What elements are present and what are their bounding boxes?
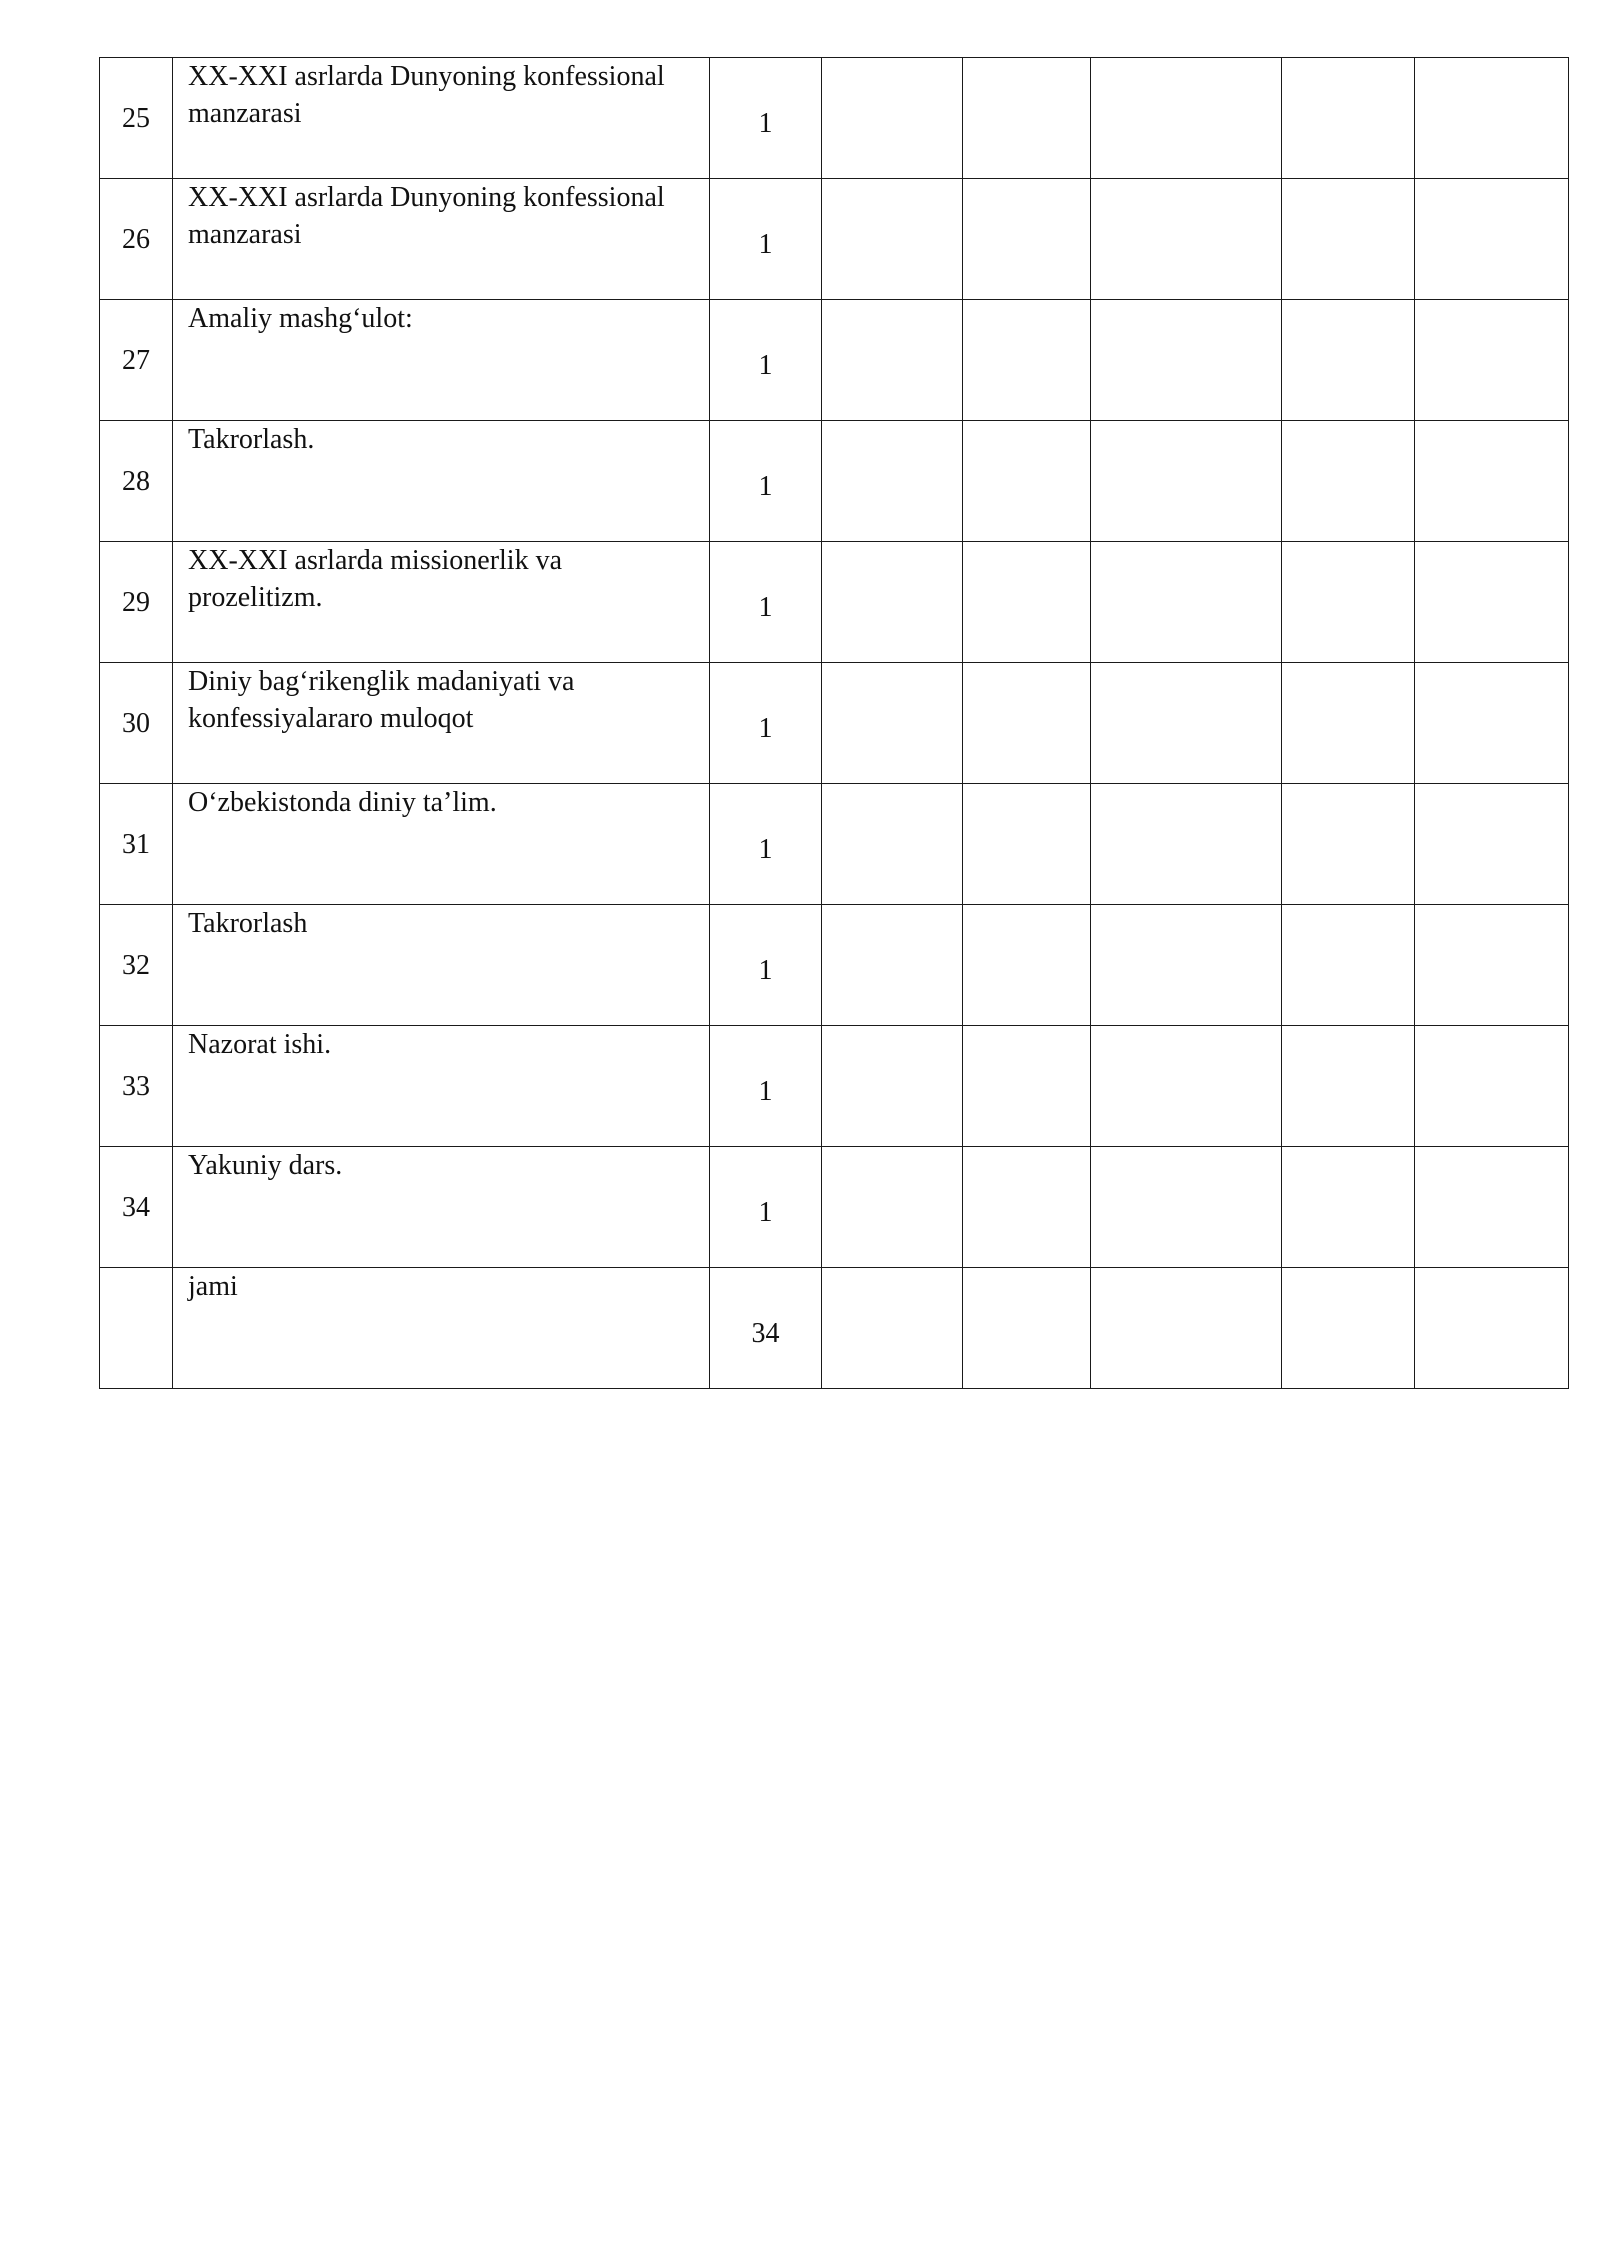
table-row xyxy=(100,1147,1569,1268)
lesson-hours xyxy=(710,542,822,663)
lesson-number: 29 xyxy=(100,542,173,663)
empty-cell xyxy=(1282,1026,1415,1147)
lesson-hours xyxy=(710,784,822,905)
empty-cell xyxy=(963,58,1091,179)
empty-cell xyxy=(1282,663,1415,784)
lesson-hours-value: 1 xyxy=(758,1196,773,1228)
empty-cell xyxy=(1091,1147,1282,1268)
empty-cell xyxy=(963,1026,1091,1147)
empty-cell xyxy=(1282,784,1415,905)
empty-cell xyxy=(1415,300,1569,421)
empty-cell xyxy=(1415,905,1569,1026)
total-row xyxy=(100,1268,1569,1389)
lesson-number: 25 xyxy=(100,58,173,179)
empty-cell xyxy=(1282,542,1415,663)
empty-cell xyxy=(1091,58,1282,179)
lesson-hours xyxy=(710,58,822,179)
empty-cell xyxy=(1415,179,1569,300)
empty-cell xyxy=(822,179,963,300)
lesson-topic-text: O‘zbekistonda diniy ta’lim. xyxy=(188,787,497,818)
lesson-hours xyxy=(710,179,822,300)
lesson-number: 30 xyxy=(100,663,173,784)
empty-cell xyxy=(1415,542,1569,663)
empty-cell xyxy=(1415,1268,1569,1389)
empty-cell xyxy=(963,421,1091,542)
lesson-hours xyxy=(710,1147,822,1268)
lesson-hours xyxy=(710,300,822,421)
empty-cell xyxy=(1415,1026,1569,1147)
empty-cell xyxy=(1091,300,1282,421)
table-row xyxy=(100,300,1569,421)
empty-cell xyxy=(822,542,963,663)
lesson-topic-text: XX-XXI asrlarda missionerlik va prozelitizm. xyxy=(188,545,563,613)
lesson-topic-text: Amaliy mashg‘ulot: xyxy=(188,303,413,334)
lesson-hours-value: 1 xyxy=(758,470,773,502)
empty-cell xyxy=(1282,421,1415,542)
empty-cell xyxy=(822,1026,963,1147)
empty-cell xyxy=(1282,1268,1415,1389)
empty-cell xyxy=(1091,784,1282,905)
table-row xyxy=(100,58,1569,179)
lesson-number: 31 xyxy=(100,784,173,905)
lesson-hours-value: 1 xyxy=(758,833,773,865)
lesson-topic-text: Takrorlash. xyxy=(188,424,315,455)
lesson-hours xyxy=(710,905,822,1026)
lesson-topic xyxy=(173,421,710,542)
lesson-plan-table xyxy=(99,57,1569,1389)
lesson-number: 33 xyxy=(100,1026,173,1147)
lesson-hours xyxy=(710,1026,822,1147)
empty-cell xyxy=(1282,1147,1415,1268)
lesson-hours-value: 1 xyxy=(758,228,773,260)
lesson-hours-value: 1 xyxy=(758,712,773,744)
lesson-topic-text: Diniy bag‘rikenglik madaniyati va konfessiyalararo muloqot xyxy=(188,666,575,734)
lesson-topic-text: Takrorlash xyxy=(188,908,308,939)
lesson-topic-text: Nazorat ishi. xyxy=(188,1029,332,1060)
empty-cell xyxy=(1282,179,1415,300)
lesson-topic xyxy=(173,663,710,784)
empty-cell xyxy=(822,1268,963,1389)
empty-cell xyxy=(963,1147,1091,1268)
lesson-hours-value: 1 xyxy=(758,349,773,381)
empty-cell xyxy=(822,300,963,421)
lesson-topic xyxy=(173,1147,710,1268)
lesson-topic xyxy=(173,1026,710,1147)
empty-cell xyxy=(1415,784,1569,905)
table-row xyxy=(100,542,1569,663)
lesson-topic-text: XX-XXI asrlarda Dunyoning konfessional manzarasi xyxy=(188,61,665,129)
empty-cell xyxy=(1415,421,1569,542)
empty-cell xyxy=(963,784,1091,905)
table-row xyxy=(100,905,1569,1026)
lesson-topic xyxy=(173,58,710,179)
lesson-number: 28 xyxy=(100,421,173,542)
total-hours-value: 34 xyxy=(751,1317,780,1349)
total-number xyxy=(100,1268,173,1389)
empty-cell xyxy=(822,905,963,1026)
empty-cell xyxy=(1415,1147,1569,1268)
empty-cell xyxy=(1282,58,1415,179)
empty-cell xyxy=(963,1268,1091,1389)
empty-cell xyxy=(963,663,1091,784)
lesson-topic-text: XX-XXI asrlarda Dunyoning konfessional manzarasi xyxy=(188,182,665,250)
empty-cell xyxy=(963,179,1091,300)
lesson-topic xyxy=(173,784,710,905)
empty-cell xyxy=(963,905,1091,1026)
lesson-hours xyxy=(710,421,822,542)
lesson-hours-value: 1 xyxy=(758,1075,773,1107)
total-label-cell xyxy=(173,1268,710,1389)
lesson-hours-value: 1 xyxy=(758,954,773,986)
total-label: jami xyxy=(188,1271,238,1302)
lesson-hours-value: 1 xyxy=(758,107,773,139)
empty-cell xyxy=(1091,542,1282,663)
empty-cell xyxy=(963,300,1091,421)
empty-cell xyxy=(1282,905,1415,1026)
lesson-topic xyxy=(173,905,710,1026)
table-row xyxy=(100,421,1569,542)
empty-cell xyxy=(1415,663,1569,784)
lesson-topic xyxy=(173,300,710,421)
empty-cell xyxy=(1415,58,1569,179)
empty-cell xyxy=(822,58,963,179)
lesson-number: 34 xyxy=(100,1147,173,1268)
empty-cell xyxy=(1091,421,1282,542)
empty-cell xyxy=(963,542,1091,663)
table-body xyxy=(100,58,1569,1389)
lesson-hours-value: 1 xyxy=(758,591,773,623)
table-row xyxy=(100,663,1569,784)
table-row xyxy=(100,784,1569,905)
lesson-number: 26 xyxy=(100,179,173,300)
lesson-topic xyxy=(173,542,710,663)
lesson-topic-text: Yakuniy dars. xyxy=(188,1150,343,1181)
empty-cell xyxy=(1091,1268,1282,1389)
empty-cell xyxy=(822,1147,963,1268)
empty-cell xyxy=(1282,300,1415,421)
total-hours xyxy=(710,1268,822,1389)
lesson-number: 32 xyxy=(100,905,173,1026)
empty-cell xyxy=(822,784,963,905)
empty-cell xyxy=(1091,905,1282,1026)
empty-cell xyxy=(822,421,963,542)
empty-cell xyxy=(1091,1026,1282,1147)
lesson-number: 27 xyxy=(100,300,173,421)
empty-cell xyxy=(822,663,963,784)
lesson-topic xyxy=(173,179,710,300)
empty-cell xyxy=(1091,663,1282,784)
empty-cell xyxy=(1091,179,1282,300)
table-row xyxy=(100,179,1569,300)
lesson-hours xyxy=(710,663,822,784)
table-row xyxy=(100,1026,1569,1147)
